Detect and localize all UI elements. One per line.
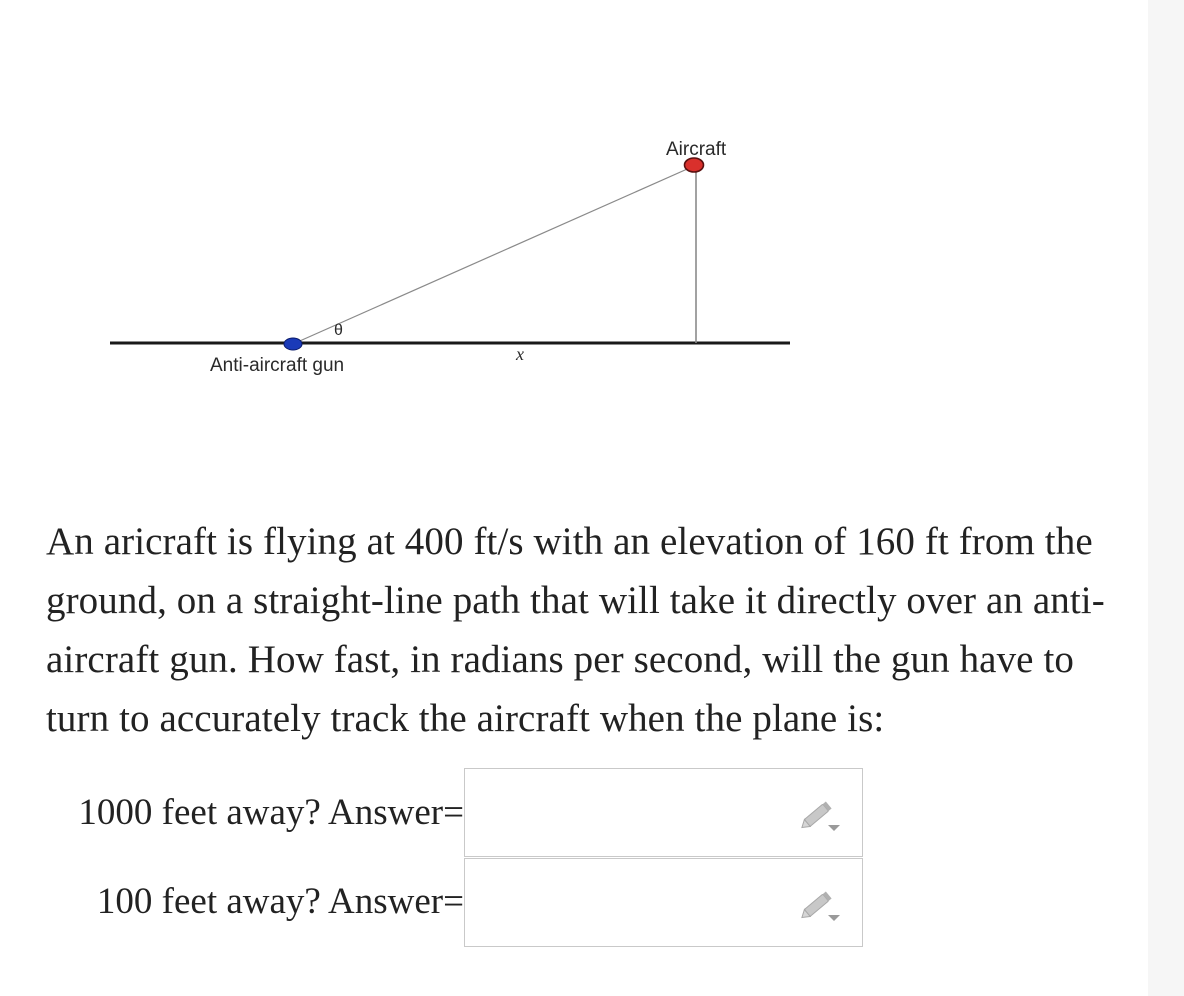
question-text: An aricraft is flying at 400 ft/s with an elevation of 160 ft from the ground, on a straight-line path that will take it directly over an anti-aircraft gun. How fast, in radians per second, will the gun have to turn to accurately track the aircraft when the plane is: <box>46 520 1105 740</box>
gun-marker <box>284 338 302 350</box>
sight-line <box>293 166 694 344</box>
problem-diagram <box>0 0 1148 420</box>
diagram-svg <box>0 0 1148 420</box>
pencil-edit-icon[interactable] <box>798 887 844 923</box>
aircraft-label: Aircraft <box>666 139 727 160</box>
answer-input-100ft[interactable] <box>464 858 863 947</box>
gun-label: Anti-aircraft gun <box>210 355 345 376</box>
distance-label: x <box>516 344 524 364</box>
scroll-gutter <box>1148 0 1184 996</box>
answer-label-1000ft: 1000 feet away? Answer= <box>78 792 464 833</box>
aircraft-marker <box>685 158 704 172</box>
answer-row-1000ft <box>0 768 870 857</box>
angle-label: θ <box>334 322 343 339</box>
answer-input-1000ft[interactable] <box>464 768 863 857</box>
answer-label-100ft: 100 feet away? Answer= <box>96 881 464 922</box>
answer-row-100ft <box>0 857 870 946</box>
pencil-edit-icon[interactable] <box>798 797 844 833</box>
